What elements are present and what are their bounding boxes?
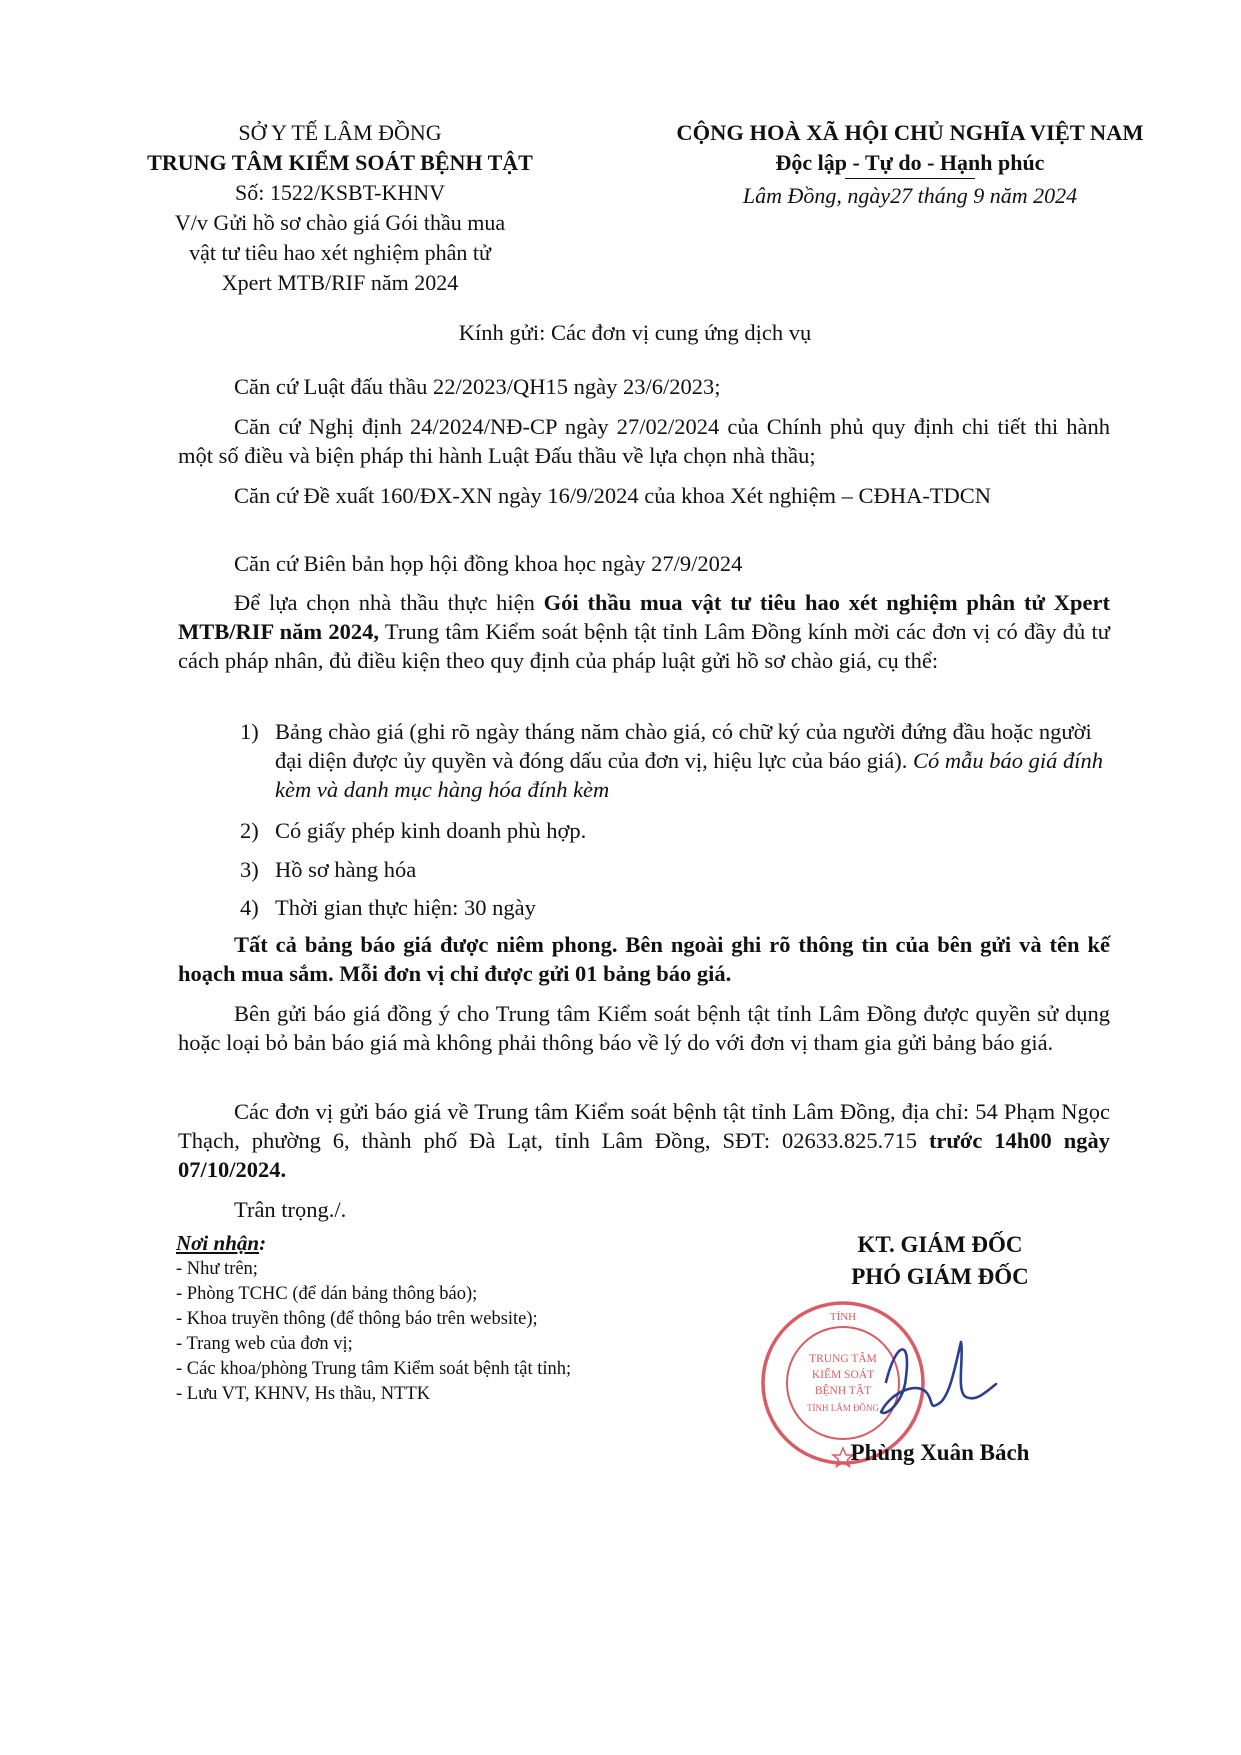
basis-1: Căn cứ Luật đấu thầu 22/2023/QH15 ngày 23/6/2023; [234, 374, 721, 399]
consent-paragraph: Bên gửi báo giá đồng ý cho Trung tâm Kiểm soát bệnh tật tỉnh Lâm Đồng được quyền sử dụng hoặc loại bỏ bản báo giá mà không phải thông báo về lý do với đơn vị tham gia gửi bảng báo giá. [178, 1001, 1110, 1055]
requirement-number: 4) [240, 895, 259, 920]
recipient-line: Kính gửi: Các đơn vị cung ứng dịch vụ [458, 320, 812, 345]
intro-rest: Trung tâm Kiểm soát bệnh tật tỉnh Lâm Đồng kính mời các đơn vị có đầy đủ tư cách pháp nhân, đủ điều kiện theo quy định của pháp luật gửi hồ sơ chào giá, cụ thể: [178, 619, 1110, 673]
distribution-title-colon: : [259, 1231, 267, 1255]
sealed-notice: Tất cả bảng báo giá được niêm phong. Bên ngoài ghi rõ thông tin của bên gửi và tên kế hoạch mua sắm. Mỗi đơn vị chỉ được gửi 01 bảng báo giá. [178, 932, 1110, 986]
distribution-title [176, 1229, 736, 1257]
package-name: Gói thầu mua vật tư tiêu hao xét nghiệm phân tử Xpert MTB/RIF năm 2024, [178, 590, 1110, 644]
stamp-line-1: TRUNG TÂM [809, 1353, 877, 1365]
requirement-number: 2) [240, 818, 259, 843]
requirement-text: Bảng chào giá (ghi rõ ngày tháng năm chào giá, có chữ ký của người đứng đầu hoặc người đại diện được ủy quyền và đóng dấu của đơn vị, hiệu lực của báo giá). [275, 719, 1092, 773]
submission-paragraph [178, 1097, 1110, 1184]
intro-paragraph [178, 588, 1110, 675]
requirement-item [240, 816, 1110, 845]
national-motto: Độc lập - Tự do - Hạnh phúc [775, 150, 1045, 175]
requirement-number: 1) [240, 719, 259, 744]
basis-2: Căn cứ Nghị định 24/2024/NĐ-CP ngày 27/02/2024 của Chính phủ quy định chi tiết thi hành một số điều và biện pháp thi hành Luật Đấu thầu về lựa chọn nhà thầu; [178, 414, 1110, 468]
subject-line-3: Xpert MTB/RIF năm 2024 [221, 270, 459, 295]
basis-4: Căn cứ Biên bản họp hội đồng khoa học ngày 27/9/2024 [234, 551, 743, 576]
distribution-title-text: Nơi nhận [176, 1231, 260, 1255]
stamp-line-2: KIỂM SOÁT [811, 1369, 875, 1381]
stamp-line-4: TỈNH LÂM ĐỒNG [807, 1403, 879, 1413]
requirement-text: Có giấy phép kinh doanh phù hợp. [275, 818, 587, 843]
document-number: Số: 1522/KSBT-KHNV [234, 180, 446, 205]
basis-3: Căn cứ Đề xuất 160/ĐX-XN ngày 16/9/2024 của khoa Xét nghiệm – CĐHA-TDCN [234, 483, 992, 508]
stamp-line-3: BỆNH TẬT [814, 1385, 872, 1397]
subject-line-1: V/v Gửi hồ sơ chào giá Gói thầu mua [174, 210, 506, 235]
agency-name: SỞ Y TẾ LÂM ĐỒNG [238, 120, 442, 145]
date-line: Lâm Đồng, ngày27 tháng 9 năm 2024 [742, 183, 1078, 208]
closing-line: Trân trọng./. [234, 1197, 347, 1222]
distribution-item: - Lưu VT, KHNV, Hs thầu, NTTK [176, 1384, 431, 1404]
distribution-item: - Trang web của đơn vị; [176, 1334, 353, 1354]
requirement-item [240, 893, 1110, 922]
requirement-item [240, 855, 1110, 884]
requirement-number: 3) [240, 857, 259, 882]
country-name: CỘNG HOÀ XÃ HỘI CHỦ NGHĨA VIỆT NAM [676, 120, 1144, 145]
signature-title [790, 1229, 1090, 1293]
national-header [630, 118, 1190, 211]
distribution-item: - Phòng TCHC (để dán bảng thông báo); [176, 1284, 478, 1304]
requirement-text: Thời gian thực hiện: 30 ngày [275, 895, 536, 920]
stamp-top-text: TỈNH [829, 1311, 857, 1323]
distribution-item: - Khoa truyền thông (để thông báo trên website); [176, 1309, 538, 1329]
distribution-list [176, 1229, 736, 1407]
submission-text: Các đơn vị gửi báo giá về Trung tâm Kiểm soát bệnh tật tỉnh Lâm Đồng, địa chỉ: 54 Phạm Ngọc Thạch, phường 6, thành phố Đà Lạt, tỉnh Lâm Đồng, SĐT: 02633.825.715 [178, 1099, 1110, 1153]
handwritten-signature-icon [856, 1322, 1006, 1432]
signature-title-line2: PHÓ GIÁM ĐỐC [851, 1264, 1029, 1289]
requirement-text: Hồ sơ hàng hóa [275, 857, 417, 882]
distribution-item: - Như trên; [176, 1259, 258, 1279]
signature-title-line1: KT. GIÁM ĐỐC [857, 1232, 1023, 1257]
requirement-item [240, 717, 1110, 804]
signer-name: Phùng Xuân Bách [850, 1440, 1030, 1465]
subject-line-2: vật tư tiêu hao xét nghiệm phân tử [189, 240, 491, 265]
distribution-item: - Các khoa/phòng Trung tâm Kiểm soát bệnh tật tỉnh; [176, 1359, 572, 1379]
issuer-header [110, 118, 570, 298]
submission-deadline: trước 14h00 ngày 07/10/2024. [178, 1128, 1110, 1182]
motto-underline [845, 178, 975, 179]
center-name: TRUNG TÂM KIỂM SOÁT BỆNH TẬT [147, 150, 533, 175]
requirement-note: Có mẫu báo giá đính kèm và danh mục hàng hóa đính kèm [275, 748, 1104, 802]
intro-lead: Để lựa chọn nhà thầu thực hiện [234, 590, 544, 615]
